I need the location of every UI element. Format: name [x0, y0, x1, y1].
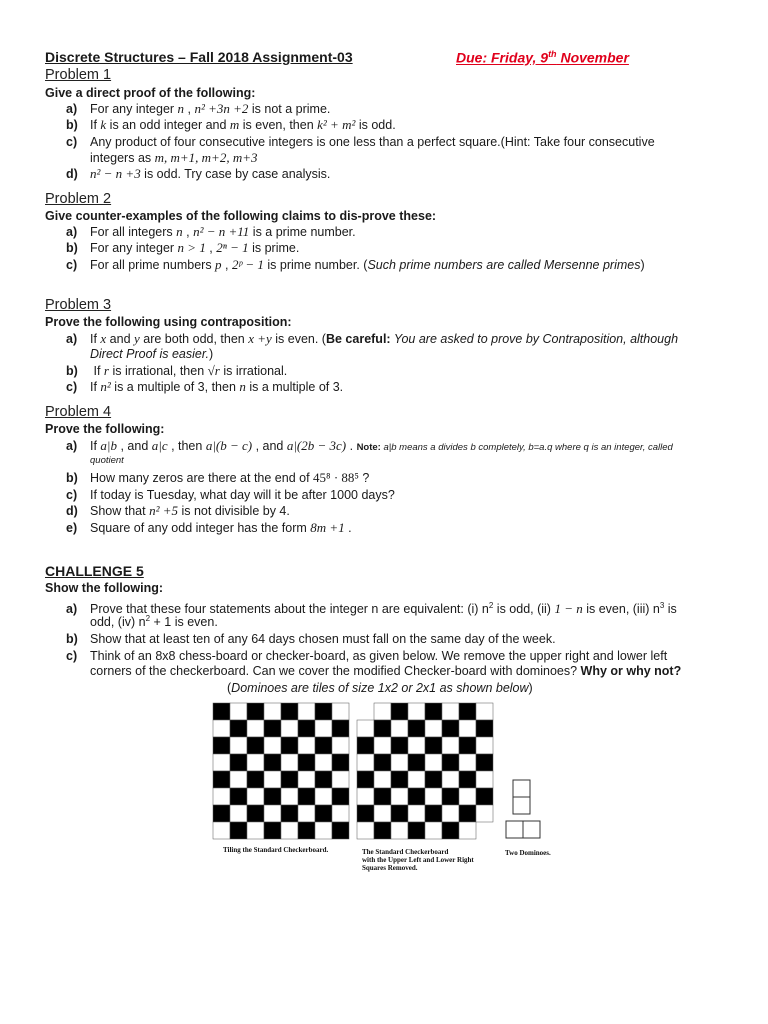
board-square [476, 703, 493, 720]
board-square [425, 788, 442, 805]
board-square [247, 805, 264, 822]
board-square [230, 822, 247, 839]
board-square [298, 805, 315, 822]
board-square [315, 703, 332, 720]
due-date: Due: Friday, 9th November [456, 49, 629, 66]
problem-1-subtitle: Give a direct proof of the following: [45, 86, 256, 100]
board-square [459, 737, 476, 754]
board-square [332, 805, 349, 822]
board-square [315, 771, 332, 788]
board-square [315, 754, 332, 771]
modified-checkerboard [357, 703, 493, 839]
board-square [247, 754, 264, 771]
board-square [408, 737, 425, 754]
board-square [332, 754, 349, 771]
board-square [315, 805, 332, 822]
board-square [391, 788, 408, 805]
board-square [281, 771, 298, 788]
board-square [281, 754, 298, 771]
board-square [425, 754, 442, 771]
board-square [459, 771, 476, 788]
board-square [332, 737, 349, 754]
board-square [264, 720, 281, 737]
problem-2-item-c: c) For all prime numbers p , 2ᵖ − 1 is prime number. (Such prime numbers are called Mersenne primes) [66, 257, 645, 272]
board-square [408, 703, 425, 720]
board-square [230, 720, 247, 737]
problem-1-item-d: d) n² − n +3 is odd. Try case by case analysis. [66, 166, 331, 181]
board-square [357, 788, 374, 805]
board-square [391, 703, 408, 720]
board-square [332, 771, 349, 788]
problem-3-subtitle: Prove the following using contraposition: [45, 315, 292, 329]
problem-2-item-b: b) For any integer n > 1 , 2ⁿ − 1 is prime. [66, 240, 300, 255]
board-square [298, 720, 315, 737]
board-square [298, 822, 315, 839]
challenge-5-item-a-cont: odd, (iv) $n^2 + 1$ is even. [90, 614, 218, 630]
board-square [442, 805, 459, 822]
board-square [230, 754, 247, 771]
board-square [213, 822, 230, 839]
board-square [264, 737, 281, 754]
board-square [315, 788, 332, 805]
problem-4-item-d: d) Show that n² +5 is not divisible by 4. [66, 503, 290, 518]
board-square [264, 771, 281, 788]
board-square [298, 703, 315, 720]
board-square [247, 822, 264, 839]
board-square [374, 720, 391, 737]
board-square [315, 720, 332, 737]
problem-1-item-c: c) Any product of four consecutive integers is one less than a perfect square.(Hint: Take four consecutive [66, 135, 655, 149]
board-square [442, 822, 459, 839]
board-square [264, 703, 281, 720]
challenge-5-subtitle: Show the following: [45, 581, 164, 595]
board-square [281, 805, 298, 822]
board-square [442, 754, 459, 771]
board-square [408, 720, 425, 737]
board-square [281, 822, 298, 839]
board-square [247, 771, 264, 788]
board-square [298, 788, 315, 805]
board-square [459, 822, 476, 839]
board-square [357, 771, 374, 788]
board-square [213, 805, 230, 822]
problem-3-item-b: b) If r is irrational, then √r is irrational. [66, 363, 288, 378]
board-square [332, 822, 349, 839]
board-square [425, 771, 442, 788]
problem-3-item-c: c) If n² is a multiple of 3, then n is a multiple of 3. [66, 379, 344, 394]
board-square [391, 771, 408, 788]
board-square [247, 720, 264, 737]
board-square [374, 822, 391, 839]
problem-4-item-a-cont: quotient [90, 455, 124, 466]
board-square [459, 754, 476, 771]
board-square [391, 737, 408, 754]
board-square [230, 771, 247, 788]
board-square [459, 788, 476, 805]
board-square [442, 737, 459, 754]
challenge-5-item-a: a) Prove that these four statements about the integer n are equivalent: (i) $n^2$ is odd, (ii) 1 − n is even, (iii) $n^3$ is [66, 601, 677, 617]
board-square [247, 737, 264, 754]
board-square [459, 720, 476, 737]
challenge-5-item-c-cont: corners of the checkerboard. Can we cover the modified Checker-board with dominoes? Why or why not? [90, 664, 682, 678]
board-square [374, 754, 391, 771]
board-square [374, 771, 391, 788]
board-square [442, 788, 459, 805]
board-square [442, 720, 459, 737]
board-square [281, 737, 298, 754]
problem-1-heading: Problem 1 [45, 67, 112, 83]
problem-2-subtitle: Give counter-examples of the following claims to dis-prove these: [45, 209, 437, 223]
board-square [408, 771, 425, 788]
problem-4-item-a: a) If a|b , and a|c , then a|(b − c) , and a|(2b − 3c) . Note: a|b means a divides b completely, b=a.q where q is an integer, called [66, 438, 673, 453]
challenge-5-item-c: c) Think of an 8x8 chess-board or checker-board, as given below. We remove the upper right and lower left [66, 649, 668, 663]
board-square [374, 737, 391, 754]
board-square [391, 805, 408, 822]
board-square [374, 805, 391, 822]
board-square [391, 720, 408, 737]
dominoes-note: (Dominoes are tiles of size 1x2 or 2x1 as shown below) [227, 681, 533, 695]
board-square [213, 771, 230, 788]
board-square [408, 788, 425, 805]
board-square [213, 788, 230, 805]
board-square [374, 703, 391, 720]
board-square [459, 805, 476, 822]
board-square [281, 788, 298, 805]
board-square [357, 720, 374, 737]
board-square [332, 703, 349, 720]
board-square [425, 720, 442, 737]
board-square [425, 805, 442, 822]
board-square [315, 737, 332, 754]
board-square [476, 805, 493, 822]
standard-checkerboard [213, 703, 349, 839]
board-square [213, 754, 230, 771]
board-square [281, 720, 298, 737]
board-square [332, 720, 349, 737]
board-square [408, 822, 425, 839]
board-square [298, 737, 315, 754]
board-square [247, 703, 264, 720]
caption-two-dominoes: Two Dominoes. [505, 849, 551, 857]
problem-3-item-a-cont: Direct Proof is easier.) [90, 347, 214, 361]
board-square [391, 754, 408, 771]
board-square [264, 822, 281, 839]
board-square [281, 703, 298, 720]
board-square [391, 822, 408, 839]
board-square [230, 788, 247, 805]
problem-2-heading: Problem 2 [45, 191, 112, 207]
problem-4-item-c: c) If today is Tuesday, what day will it be after 1000 days? [66, 488, 395, 502]
board-square [459, 703, 476, 720]
challenge-5-heading: CHALLENGE 5 [45, 563, 144, 579]
problem-4-subtitle: Prove the following: [45, 422, 165, 436]
board-square [213, 703, 230, 720]
board-square [425, 703, 442, 720]
board-square [298, 771, 315, 788]
board-square [476, 771, 493, 788]
challenge-5-item-b: b) Show that at least ten of any 64 days chosen must fall on the same day of the week. [66, 632, 556, 646]
problem-3-heading: Problem 3 [45, 297, 112, 313]
problem-1-item-c-cont: integers as m, m+1, m+2, m+3 [90, 150, 258, 165]
board-square [408, 805, 425, 822]
board-square [247, 788, 264, 805]
board-square [230, 703, 247, 720]
board-square [357, 805, 374, 822]
board-square [476, 754, 493, 771]
board-square [425, 737, 442, 754]
document-title: Discrete Structures – Fall 2018 Assignment-03 [45, 49, 353, 65]
board-square [264, 754, 281, 771]
caption-modified-board: The Standard Checkerboard with the Upper Left and Lower Right Squares Removed. [362, 848, 474, 872]
board-square [264, 788, 281, 805]
board-square [298, 754, 315, 771]
board-square [442, 703, 459, 720]
vertical-domino [513, 780, 530, 814]
horizontal-domino [506, 821, 540, 838]
board-square [408, 754, 425, 771]
problem-4-item-b: b) How many zeros are there at the end of 45⁸ · 88⁵ ? [66, 470, 370, 485]
board-square [332, 788, 349, 805]
board-square [425, 822, 442, 839]
board-square [357, 754, 374, 771]
board-square [357, 737, 374, 754]
board-square [476, 737, 493, 754]
problem-4-item-e: e) Square of any odd integer has the form 8m +1 . [66, 520, 352, 535]
board-square [213, 720, 230, 737]
problem-3-item-a: a) If x and y are both odd, then x +y is even. (Be careful: You are asked to prove by Contraposition, although [66, 331, 679, 346]
problem-1-item-b: b) If k is an odd integer and m is even, then k² + m² is odd. [66, 117, 396, 132]
board-square [230, 805, 247, 822]
board-square [230, 737, 247, 754]
board-square [442, 771, 459, 788]
board-square [357, 822, 374, 839]
problem-1-item-a: a) For any integer n , n² +3n +2 is not a prime. [66, 101, 331, 116]
board-square [264, 805, 281, 822]
board-square [476, 720, 493, 737]
board-square [213, 737, 230, 754]
problem-4-heading: Problem 4 [45, 404, 112, 420]
board-square [374, 788, 391, 805]
board-square [315, 822, 332, 839]
board-square [476, 788, 493, 805]
caption-standard-board: Tiling the Standard Checkerboard. [223, 846, 329, 854]
problem-2-item-a: a) For all integers n , n² − n +11 is a prime number. [66, 224, 356, 239]
